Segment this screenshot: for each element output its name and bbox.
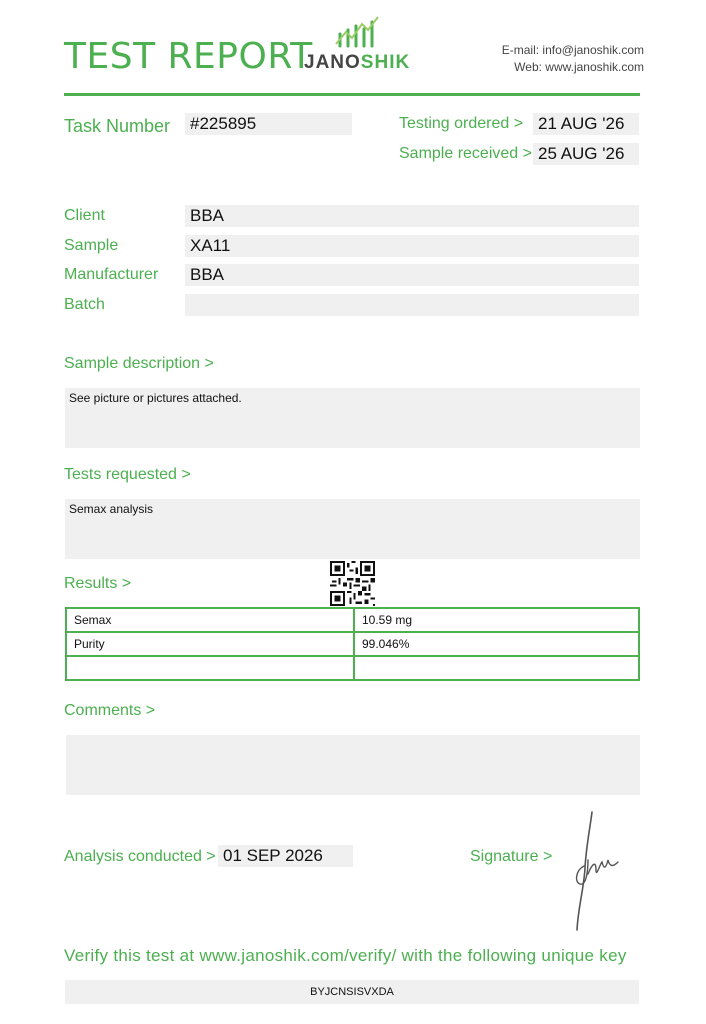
comments-box [66, 735, 640, 795]
sample-description-text: See picture or pictures attached. [69, 391, 242, 405]
result-value-cell: 10.59 mg [354, 608, 639, 632]
bar-chart-logo-icon [332, 14, 402, 52]
batch-label: Batch [64, 296, 105, 313]
unique-key: BYJCNSISVXDA [65, 980, 639, 1004]
logo-text [304, 52, 410, 74]
task-number-value: #225895 [185, 113, 352, 135]
comments-text [66, 735, 640, 738]
comments-label: Comments > [64, 702, 156, 719]
result-name-cell [66, 656, 354, 680]
logo-text-shik: SHIK [360, 52, 411, 73]
header-divider [64, 93, 640, 96]
signature-image [568, 808, 624, 936]
client-value: BBA [185, 205, 639, 227]
analysis-conducted-date: 01 SEP 2026 [218, 845, 353, 867]
client-label: Client [64, 207, 105, 224]
table-row [66, 656, 639, 680]
sample-value: XA11 [185, 235, 639, 257]
verify-text: Verify this test at www.janoshik.com/verify/ with the following unique key [64, 946, 627, 965]
task-number-label: Task Number [64, 116, 171, 136]
report-title: TEST REPORT [64, 36, 313, 77]
logo-text-jano: JANO [304, 52, 361, 73]
tests-requested-label: Tests requested > [64, 466, 191, 483]
result-name-cell: Purity [66, 632, 354, 656]
web-line: Web: www.janoshik.com [514, 60, 644, 74]
batch-value [185, 294, 639, 316]
email-line: E-mail: info@janoshik.com [501, 43, 644, 57]
results-table [65, 607, 640, 681]
sample-description-label: Sample description > [64, 355, 214, 372]
sample-description-box [65, 388, 640, 448]
sample-label: Sample [64, 237, 119, 254]
sample-received-date: 25 AUG '26 [533, 143, 639, 165]
tests-requested-text: Semax analysis [69, 502, 154, 516]
testing-ordered-label: Testing ordered > [399, 115, 524, 132]
tests-requested-box [65, 499, 640, 559]
testing-ordered-date: 21 AUG '26 [533, 113, 639, 135]
manufacturer-label: Manufacturer [64, 266, 159, 283]
janoshik-logo [302, 14, 412, 74]
results-label: Results > [64, 575, 132, 592]
signature-label: Signature > [470, 848, 553, 865]
contact-info [502, 42, 644, 76]
table-row [66, 632, 639, 656]
sample-received-label: Sample received > [399, 145, 532, 162]
table-row [66, 608, 639, 632]
analysis-conducted-label: Analysis conducted > [64, 848, 216, 865]
result-value-cell: 99.046% [354, 632, 639, 656]
result-value-cell [354, 656, 639, 680]
qr-code-icon [330, 561, 375, 606]
result-name-cell: Semax [66, 608, 354, 632]
manufacturer-value: BBA [185, 264, 639, 286]
